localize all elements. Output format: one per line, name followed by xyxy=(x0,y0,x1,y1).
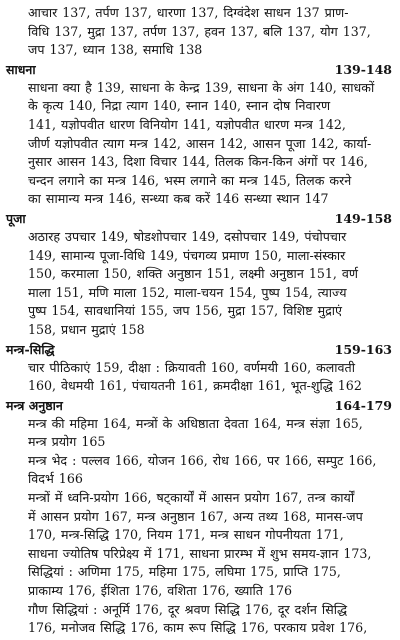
section-entries xyxy=(6,359,392,396)
index-line: के कृत्य 140, निद्रा त्याग 140, स्नान 140, स्नान दोष निवारण xyxy=(28,98,331,114)
index-line: साधना क्या है 139, साधना के केन्द्र 139, साधना के अंग 140, साधकों xyxy=(28,79,375,95)
section-sadhana xyxy=(6,61,392,209)
index-line: सिद्धियां : अणिमा 175, महिमा 175, लघिमा 175, प्राप्ति 175, xyxy=(28,564,341,580)
index-line: आचार 137, तर्पण 137, धारणा 137, दिग्वंदेश साधन 137 प्राण- xyxy=(28,5,349,20)
index-line: में आसन प्रयोग 167, मन्त्र अनुष्ठान 167, अन्य तथ्य 168, मानस-जप xyxy=(28,508,363,524)
index-line: नुसार आसन 143, दिशा विचार 144, तिलक किन-किन अंगों पर 146, xyxy=(28,154,368,170)
index-line: जीर्ण यज्ञोपवीत त्याग मन्त्र 142, आसन 142, आसन पूजा 142, कार्या- xyxy=(28,135,372,151)
section-entries xyxy=(6,228,392,340)
index-line: 149, सामान्य पूजा-विधि 149, पंचगव्य प्रमाण 150, माला-संस्कार xyxy=(28,247,346,263)
index-line: चन्दन लगाने का मन्त्र 146, भस्म लगाने का मन्त्र 145, तिलक करने xyxy=(28,172,352,188)
section-mantra-siddhi xyxy=(6,341,392,396)
index-line: माला 151, मणि माला 152, माला-चयन 154, पुष्प 154, त्याज्य xyxy=(28,284,347,300)
top-continuation xyxy=(6,4,392,60)
index-line: विदर्भ 166 xyxy=(28,471,83,487)
index-line: अठारह उपचार 149, षोडशोपचार 149, दसोपचार 149, पंचोपचार xyxy=(28,228,347,244)
index-line: 141, यज्ञोपवीत धारण विनियोग 141, यज्ञोपवीत धारण मन्त्र 142, xyxy=(28,116,346,132)
index-line: विधि 137, मुद्रा 137, तर्पण 137, हवन 137, बलि 137, योग 137, xyxy=(28,23,371,39)
index-line: 158, प्रधान मुद्राएं 158 xyxy=(28,321,145,337)
index-line: गौण सिद्धियां : अनूर्मि 176, दूर श्रवण सिद्धि 176, दूर दर्शन सिद्धि xyxy=(28,601,348,617)
page-range: 139-148 xyxy=(334,61,392,77)
index-line: 160, वेधमयी 161, पंचायतनी 161, क्रमदीक्षा 161, भूत-शुद्धि 162 xyxy=(28,378,362,394)
index-line: जप 137, ध्यान 138, समाधि 138 xyxy=(28,42,203,58)
section-title: मन्त्र-सिद्धि xyxy=(6,341,55,357)
index-line: मन्त्रों में ध्वनि-प्रयोग 166, षट्कार्यों में आसन प्रयोग 167, तन्त्र कार्यों xyxy=(28,490,355,506)
section-heading xyxy=(6,341,392,359)
page-range: 159-163 xyxy=(334,341,392,357)
index-line: 176, मनोजव सिद्धि 176, काम रूप सिद्धि 176, परकाय प्रवेश 176, xyxy=(28,620,368,636)
index-line: मन्त्र प्रयोग 165 xyxy=(28,434,106,450)
index-line: मन्त्र भेद : पल्लव 166, योजन 166, रोध 166, पर 166, सम्पुट 166, xyxy=(28,452,377,468)
top-entries xyxy=(6,4,392,60)
section-heading xyxy=(6,210,392,228)
section-heading xyxy=(6,397,392,415)
index-line: मन्त्र की महिमा 164, मन्त्रों के अधिष्ठाता देवता 164, मन्त्र संज्ञा 165, xyxy=(28,415,363,431)
index-line: प्राकाम्य 176, ईशिता 176, वशिता 176, ख्याति 176 xyxy=(28,583,293,599)
index-line: 150, करमाला 150, शक्ति अनुष्ठान 151, लक्ष्मी अनुष्ठान 151, वर्ण xyxy=(28,266,358,282)
section-entries xyxy=(6,79,392,209)
section-heading xyxy=(6,61,392,79)
section-title: मन्त्र अनुष्ठान xyxy=(6,397,63,413)
index-line: चार पीठिकाएं 159, दीक्षा : क्रियावती 160, वर्णमयी 160, कलावती xyxy=(28,359,355,375)
index-line: 170, मन्त्र-सिद्धि 170, नियम 171, मन्त्र साधन गोपनीयता 171, xyxy=(28,527,344,543)
index-line: साधना ज्योतिष परिप्रेक्ष्य में 171, साधना प्रारम्भ में शुभ समय-ज्ञान 173, xyxy=(28,545,372,561)
section-mantra-anushthan xyxy=(6,397,392,638)
page-range: 164-179 xyxy=(334,397,392,413)
page-range: 149-158 xyxy=(334,210,392,226)
index-line: का सामान्य मन्त्र 146, सन्ध्या कब करें 146 सन्ध्या स्थान 147 xyxy=(28,191,329,207)
section-puja xyxy=(6,210,392,340)
section-entries xyxy=(6,415,392,638)
section-title: साधना xyxy=(6,61,36,77)
section-title: पूजा xyxy=(6,210,26,226)
index-line: पुष्प 154, सावधानियां 155, जप 156, मुद्रा 157, विशिष्ट मुद्राएं xyxy=(28,303,343,319)
